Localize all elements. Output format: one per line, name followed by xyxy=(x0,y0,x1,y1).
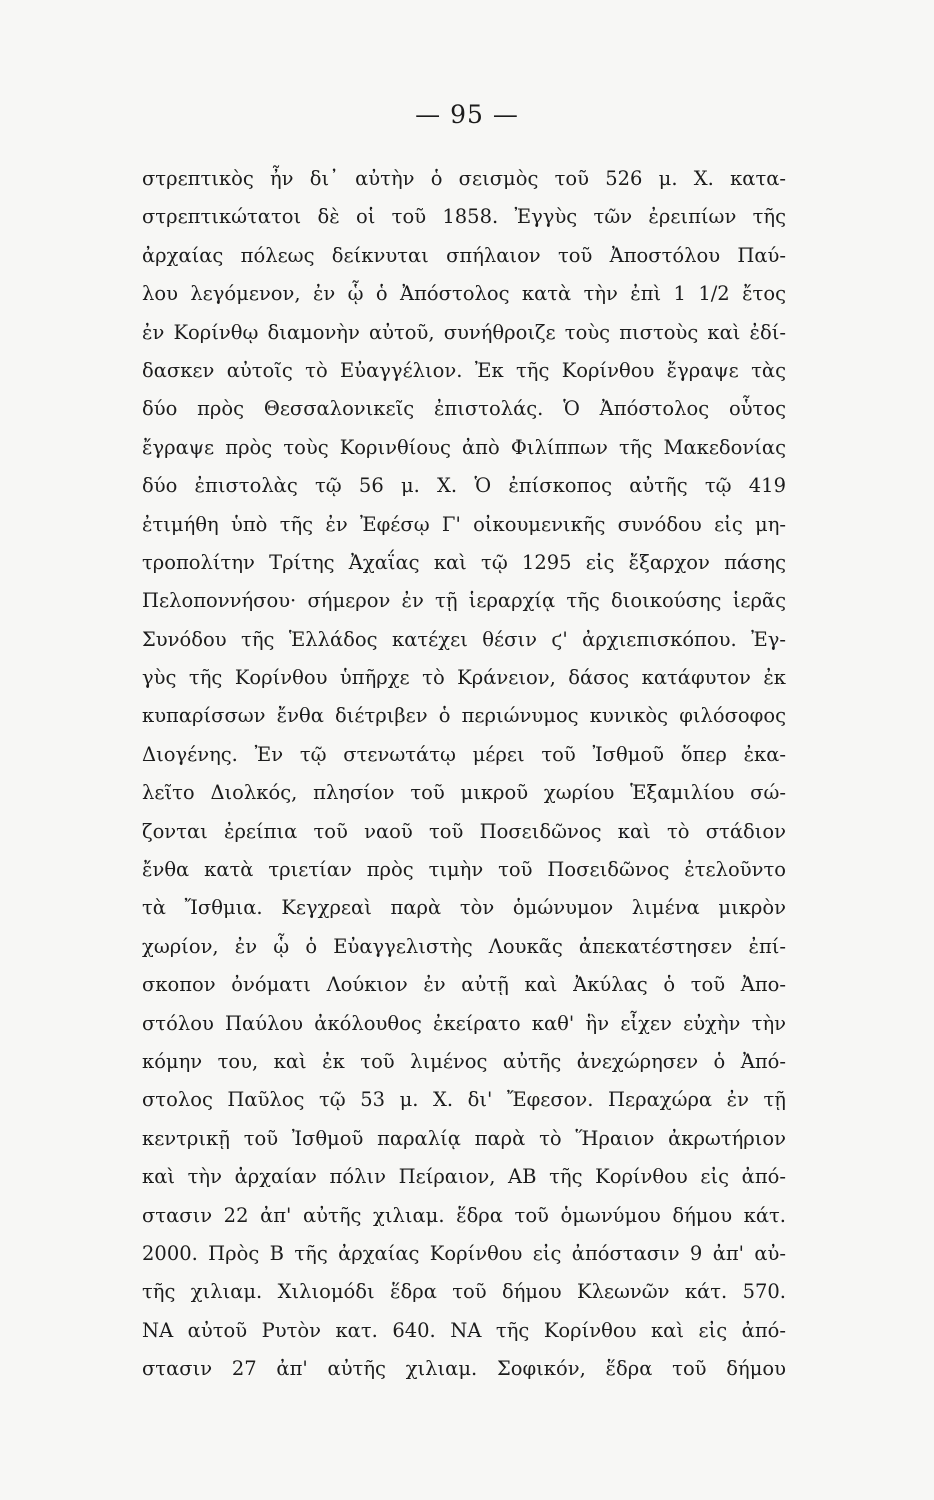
text-line: λου λεγόμενον, ἐν ᾧ ὁ Ἀπόστολος κατὰ τὴν ἐπὶ 1 1/2 ἔτος xyxy=(142,282,786,306)
text-line: στολος Παῦλος τῷ 53 μ. Χ. δι' Ἔφεσον. Περαχώρα ἐν τῇ xyxy=(142,1088,786,1112)
text-line: κεντρικῇ τοῦ Ἰσθμοῦ παραλίᾳ παρὰ τὸ Ἥραιον ἀκρωτήριον xyxy=(142,1126,786,1150)
body-text xyxy=(142,160,786,1389)
text-line: δύο ἐπιστολὰς τῷ 56 μ. Χ. Ὁ ἐπίσκοπος αὐτῆς τῷ 419 xyxy=(142,474,786,498)
text-line: δύο πρὸς Θεσσαλονικεῖς ἐπιστολάς. Ὁ Ἀπόστολος οὗτος xyxy=(142,397,786,421)
text-line: Συνόδου τῆς Ἑλλάδος κατέχει θέσιν ϛ' ἀρχιεπισκόπου. Ἐγ- xyxy=(142,627,786,651)
text-line: ΝΑ αὐτοῦ Ρυτὸν κατ. 640. ΝΑ τῆς Κορίνθου καὶ εἰς ἀπό- xyxy=(142,1318,786,1342)
text-line: ἐτιμήθη ὑπὸ τῆς ἐν Ἐφέσῳ Γ' οἰκουμενικῆς συνόδου εἰς μη- xyxy=(142,512,786,536)
text-line: ἀρχαίας πόλεως δείκνυται σπήλαιον τοῦ Ἀποστόλου Παύ- xyxy=(142,243,786,267)
text-line: στόλου Παύλου ἀκόλουθος ἐκείρατο καθ' ἣν εἶχεν εὐχὴν τὴν xyxy=(142,1011,786,1035)
text-line: δασκεν αὐτοῖς τὸ Εὐαγγέλιον. Ἐκ τῆς Κορίνθου ἔγραψε τὰς xyxy=(142,358,786,382)
text-line: κόμην του, καὶ ἐκ τοῦ λιμένος αὐτῆς ἀνεχώρησεν ὁ Ἀπό- xyxy=(142,1049,786,1073)
text-line: ἐν Κορίνθῳ διαμονὴν αὐτοῦ, συνήθροιζε τοὺς πιστοὺς καὶ ἐδί- xyxy=(142,320,786,344)
text-line: σκοπον ὀνόματι Λούκιον ἐν αὐτῇ καὶ Ἀκύλας ὁ τοῦ Ἀπο- xyxy=(142,973,786,997)
text-line: ζονται ἐρείπια τοῦ ναοῦ τοῦ Ποσειδῶνος καὶ τὸ στάδιον xyxy=(142,819,786,843)
text-line: στασιν 22 ἀπ' αὐτῆς χιλιαμ. ἕδρα τοῦ ὁμωνύμου δήμου κάτ. xyxy=(142,1203,786,1227)
text-line: στασιν 27 ἀπ' αὐτῆς χιλιαμ. Σοφικόν, ἕδρα τοῦ δήμου xyxy=(142,1357,786,1381)
text-line: λεῖτο Διολκός, πλησίον τοῦ μικροῦ χωρίου Ἑξαμιλίου σώ- xyxy=(142,781,786,805)
text-line: τὰ Ἴσθμια. Κεγχρεαὶ παρὰ τὸν ὁμώνυμον λιμένα μικρὸν xyxy=(142,896,786,920)
text-line: καὶ τὴν ἀρχαίαν πόλιν Πείραιον, ΑΒ τῆς Κορίνθου εἰς ἀπό- xyxy=(142,1165,786,1189)
text-line: τροπολίτην Τρίτης Ἀχαΐας καὶ τῷ 1295 εἰς ἔξαρχον πάσης xyxy=(142,550,786,574)
text-line: γὺς τῆς Κορίνθου ὑπῆρχε τὸ Κράνειον, δάσος κατάφυτον ἐκ xyxy=(142,666,786,690)
text-line: στρεπτικὸς ἦν δι᾽ αὐτὴν ὁ σεισμὸς τοῦ 526 μ. Χ. κατα- xyxy=(142,167,786,190)
text-line: ἔγραψε πρὸς τοὺς Κορινθίους ἀπὸ Φιλίππων τῆς Μακεδονίας xyxy=(142,435,786,459)
text-line: τῆς χιλιαμ. Χιλιομόδι ἕδρα τοῦ δήμου Κλεωνῶν κάτ. 570. xyxy=(142,1280,786,1304)
text-line: ἔνθα κατὰ τριετίαν πρὸς τιμὴν τοῦ Ποσειδῶνος ἐτελοῦντο xyxy=(142,858,786,882)
text-line: 2000. Πρὸς Β τῆς ἀρχαίας Κορίνθου εἰς ἀπόστασιν 9 ἀπ' αὐ- xyxy=(142,1241,786,1265)
text-line: Διογένης. Ἐν τῷ στενωτάτῳ μέρει τοῦ Ἰσθμοῦ ὅπερ ἐκα- xyxy=(142,742,786,766)
text-line: στρεπτικώτατοι δὲ οἱ τοῦ 1858. Ἐγγὺς τῶν ἐρειπίων τῆς xyxy=(142,205,786,229)
page-number: — 95 — xyxy=(415,100,519,129)
text-line: κυπαρίσσων ἔνθα διέτριβεν ὁ περιώνυμος κυνικὸς φιλόσοφος xyxy=(142,704,786,728)
text-line: χωρίον, ἐν ᾧ ὁ Εὐαγγελιστὴς Λουκᾶς ἀπεκατέστησεν ἐπί- xyxy=(142,934,786,958)
text-line: Πελοποννήσου· σήμερον ἐν τῇ ἱεραρχίᾳ τῆς διοικούσης ἱερᾶς xyxy=(142,589,786,613)
